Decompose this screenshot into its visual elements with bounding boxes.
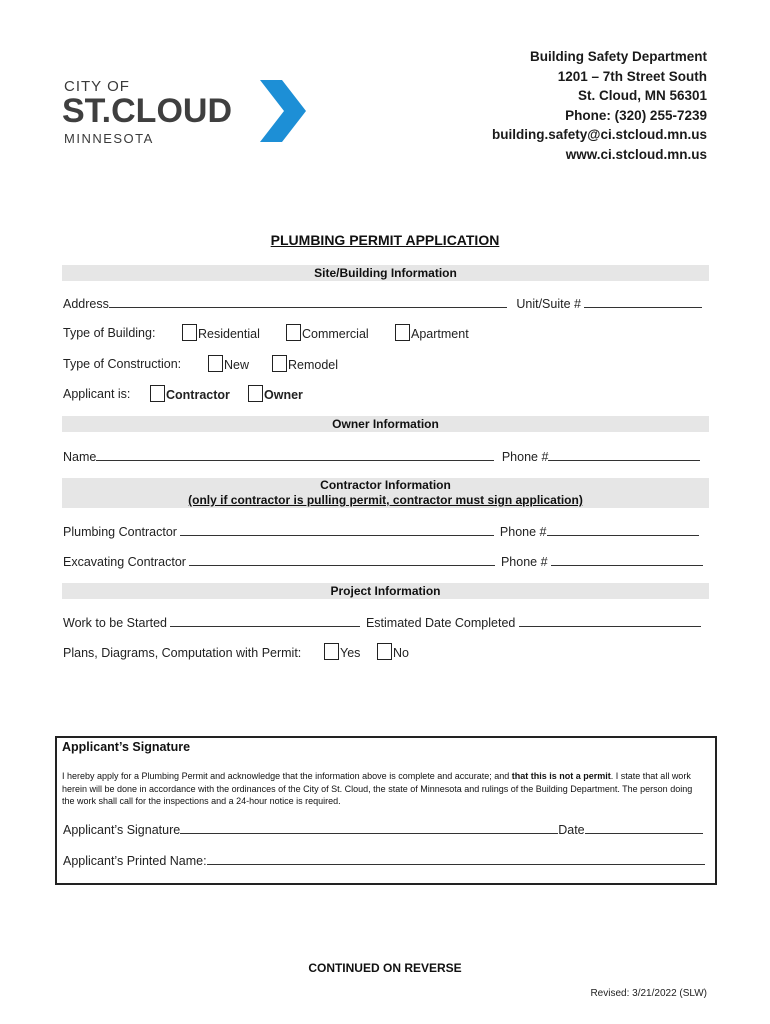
department-phone: Phone: (320) 255-7239	[565, 107, 707, 123]
commercial-checkbox[interactable]	[286, 324, 301, 341]
unit-label: Unit/Suite #	[516, 297, 581, 311]
department-city: St. Cloud, MN 56301	[577, 88, 707, 103]
remodel-checkbox[interactable]	[272, 355, 287, 372]
commercial-option[interactable]	[286, 324, 369, 341]
signature-heading: Applicant’s Signature	[62, 740, 191, 754]
new-checkbox[interactable]	[208, 355, 223, 372]
apartment-label: Apartment	[411, 327, 469, 341]
excavating-contractor-row	[63, 554, 703, 569]
department-address-block	[492, 47, 707, 164]
owner-name-field[interactable]	[96, 449, 494, 461]
form-title: PLUMBING PERMIT APPLICATION	[270, 232, 500, 248]
signature-statement	[62, 770, 702, 808]
residential-option[interactable]	[182, 324, 260, 341]
apartment-checkbox[interactable]	[395, 324, 410, 341]
remodel-option[interactable]	[272, 355, 338, 372]
continued-on-reverse: CONTINUED ON REVERSE	[308, 961, 462, 975]
owner-name-label: Name	[63, 450, 97, 464]
owner-option[interactable]	[248, 385, 303, 402]
contractor-checkbox[interactable]	[150, 385, 165, 402]
site-section-heading: Site/Building Information	[62, 265, 709, 281]
printed-name-label: Applicant’s Printed Name:	[63, 854, 207, 868]
owner-name-row	[63, 449, 700, 464]
address-row	[63, 296, 702, 311]
plumbing-contractor-label: Plumbing Contractor	[63, 525, 177, 539]
contractor-section-heading	[62, 478, 709, 508]
new-label: New	[224, 358, 250, 372]
estimated-completion-field[interactable]	[519, 615, 701, 627]
apartment-option[interactable]	[395, 324, 469, 341]
logo-city-of: CITY OF	[64, 78, 130, 95]
contractor-heading: Contractor Information	[320, 478, 451, 492]
residential-label: Residential	[198, 327, 260, 341]
contractor-option[interactable]	[150, 385, 230, 402]
logo-minnesota: MINNESOTA	[64, 131, 154, 146]
estimated-completion-label: Estimated Date Completed	[365, 616, 516, 630]
statement-part-a: I hereby apply for a Plumbing Permit and acknowledge that the information above is complete and accurate; and	[62, 771, 512, 781]
applicant-signature-row	[63, 822, 703, 837]
contractor-label: Contractor	[166, 388, 230, 402]
excavating-phone-label: Phone #	[500, 555, 548, 569]
excavating-phone-field[interactable]	[551, 554, 703, 566]
work-start-field[interactable]	[170, 615, 360, 627]
plans-no-option[interactable]	[377, 643, 409, 660]
owner-checkbox[interactable]	[248, 385, 263, 402]
contractor-subheading: (only if contractor is pulling permit, contractor must sign application)	[188, 493, 583, 507]
statement-part-b: . I state that all work herein will be done in accordance with the ordinances of the City of St. Cloud, the state of Minnesota and rulings of the Building Department. The person doing the work shall call for the inspections and a 24-hour notice is required.	[62, 771, 693, 806]
owner-phone-field[interactable]	[548, 449, 700, 461]
project-section-heading: Project Information	[62, 583, 709, 599]
revision-note: Revised: 3/21/2022 (SLW)	[590, 988, 707, 999]
commercial-label: Commercial	[302, 327, 369, 341]
chevron-right-icon	[258, 80, 308, 142]
plans-label: Plans, Diagrams, Computation with Permit:	[63, 646, 302, 660]
plans-no-label: No	[393, 646, 409, 660]
plans-no-checkbox[interactable]	[377, 643, 392, 660]
plans-yes-checkbox[interactable]	[324, 643, 339, 660]
plumbing-contractor-row	[63, 524, 699, 539]
plumbing-contractor-field[interactable]	[180, 524, 494, 536]
address-label: Address	[63, 297, 109, 311]
new-option[interactable]	[208, 355, 249, 372]
project-dates-row	[63, 615, 701, 630]
type-of-construction-label: Type of Construction:	[63, 357, 182, 371]
remodel-label: Remodel	[288, 358, 339, 372]
logo-st-cloud: ST.CLOUD	[62, 92, 232, 130]
owner-section-heading: Owner Information	[62, 416, 709, 432]
work-start-label: Work to be Started	[63, 616, 167, 630]
printed-name-row	[63, 853, 705, 868]
applicant-signature-label: Applicant’s Signature	[63, 823, 181, 837]
department-street: 1201 – 7th Street South	[557, 68, 707, 84]
excavating-contractor-field[interactable]	[189, 554, 495, 566]
address-field[interactable]	[109, 296, 507, 308]
type-of-building-label: Type of Building:	[63, 326, 156, 340]
plans-yes-option[interactable]	[324, 643, 360, 660]
excavating-contractor-label: Excavating Contractor	[63, 555, 186, 569]
signature-date-label: Date	[558, 823, 585, 837]
plans-yes-label: Yes	[340, 646, 361, 660]
plumbing-phone-label: Phone #	[499, 525, 547, 539]
department-email[interactable]: building.safety@ci.stcloud.mn.us	[492, 127, 707, 142]
plumbing-phone-field[interactable]	[547, 524, 699, 536]
applicant-signature-field[interactable]	[180, 822, 558, 834]
department-website[interactable]: www.ci.stcloud.mn.us	[565, 146, 707, 162]
unit-field[interactable]	[584, 296, 702, 308]
statement-not-a-permit: that this is not a permit	[511, 771, 611, 781]
signature-date-field[interactable]	[585, 822, 703, 834]
owner-phone-label: Phone #	[501, 450, 549, 464]
owner-label: Owner	[264, 388, 303, 402]
printed-name-field[interactable]	[207, 853, 705, 865]
residential-checkbox[interactable]	[182, 324, 197, 341]
applicant-is-label: Applicant is:	[63, 387, 131, 401]
department-name: Building Safety Department	[529, 49, 707, 64]
